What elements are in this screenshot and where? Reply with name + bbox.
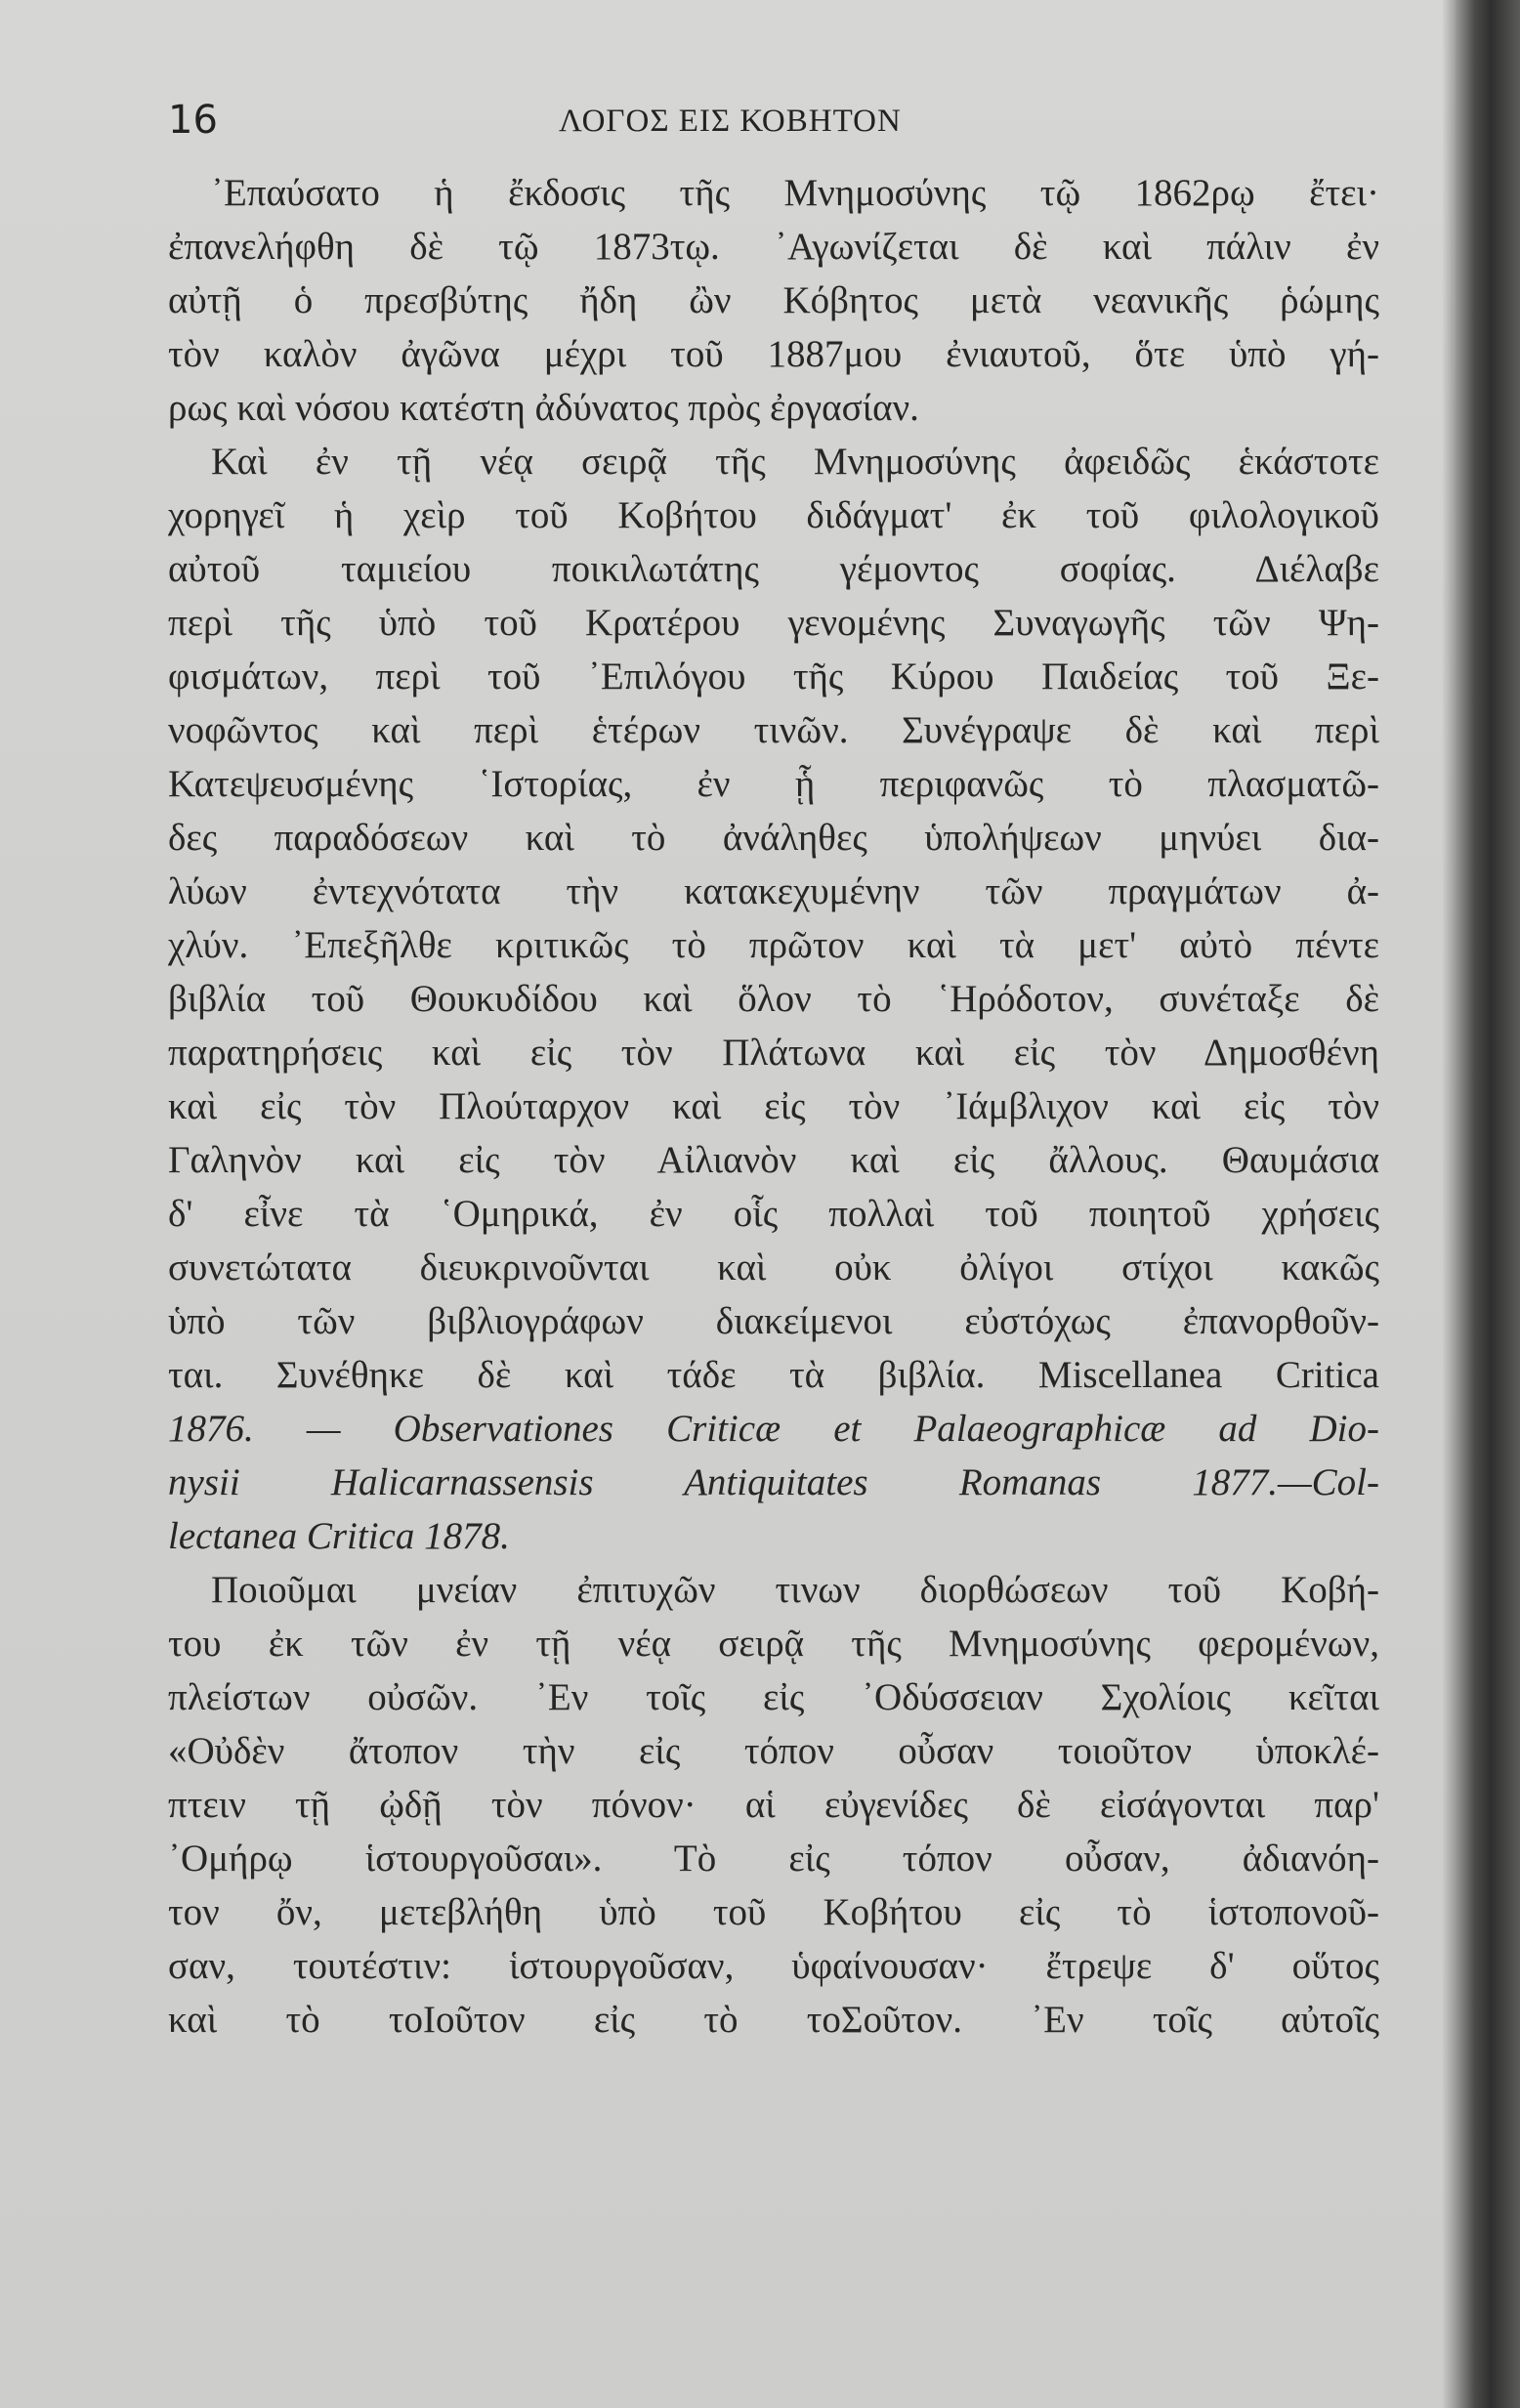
text-line: καὶ εἰς τὸν Πλούταρχον καὶ εἰς τὸν ᾿Ιάμβλιχον καὶ εἰς τὸν bbox=[168, 1085, 1379, 1127]
text-line: αὐτῇ ὁ πρεσβύτης ἤδη ὢν Κόβητος μετὰ νεανικῆς ῥώμης bbox=[168, 279, 1379, 321]
page-header bbox=[168, 98, 1379, 156]
book-spine bbox=[1456, 0, 1520, 2408]
text-line: Καὶ ἐν τῇ νέᾳ σειρᾷ τῆς Μνημοσύνης ἀφειδῶς ἑκάστοτε bbox=[211, 441, 1379, 483]
text-line: δ' εἶνε τὰ ῾Ομηρικά, ἐν οἷς πολλαὶ τοῦ ποιητοῦ χρήσεις bbox=[168, 1193, 1379, 1235]
text-line: συνετώτατα διευκρινοῦνται καὶ οὐκ ὀλίγοι στίχοι κακῶς bbox=[168, 1246, 1379, 1288]
text-line: του ἐκ τῶν ἐν τῇ νέᾳ σειρᾷ τῆς Μνημοσύνης φερομένων, bbox=[168, 1623, 1379, 1665]
text-line: χλύν. ᾿Επεξῆλθε κριτικῶς τὸ πρῶτον καὶ τὰ μετ' αὐτὸ πέντε bbox=[168, 924, 1379, 966]
text-line: βιβλία τοῦ Θουκυδίδου καὶ ὅλον τὸ ῾Ηρόδοτον, συνέταξε δὲ bbox=[168, 978, 1379, 1020]
text-line: δες παραδόσεων καὶ τὸ ἀνάληθες ὑπολήψεων μηνύει δια- bbox=[168, 817, 1379, 859]
text-line: νοφῶντος καὶ περὶ ἑτέρων τινῶν. Συνέγραψε δὲ καὶ περὶ bbox=[168, 709, 1379, 751]
text-line: χορηγεῖ ἡ χεὶρ τοῦ Κοβήτου διδάγματ' ἐκ τοῦ φιλολογικοῦ bbox=[168, 494, 1379, 536]
text-line: πτειν τῇ ᾠδῇ τὸν πόνον· αἱ εὐγενίδες δὲ εἰσάγονται παρ' bbox=[168, 1784, 1379, 1826]
text-line: 1876. — Observationes Criticæ et Palaeographicæ ad Dio- bbox=[168, 1408, 1379, 1450]
text-line: Κατεψευσμένης ῾Ιστορίας, ἐν ᾗ περιφανῶς τὸ πλασματῶ- bbox=[168, 763, 1379, 805]
text-line: σαν, τουτέστιν: ἱστουργοῦσαν, ὑφαίνουσαν· ἔτρεψε δ' οὕτος bbox=[168, 1945, 1379, 1987]
text-line: περὶ τῆς ὑπὸ τοῦ Κρατέρου γενομένης Συναγωγῆς τῶν Ψη- bbox=[168, 602, 1379, 644]
text-line: Ποιοῦμαι μνείαν ἐπιτυχῶν τινων διορθώσεων τοῦ Κοβή- bbox=[211, 1569, 1379, 1611]
text-line: αὐτοῦ ταμιείου ποικιλωτάτης γέμοντος σοφίας. Διέλαβε bbox=[168, 548, 1379, 590]
body-text bbox=[168, 166, 1379, 2047]
text-line: ται. Συνέθηκε δὲ καὶ τάδε τὰ βιβλία. Miscellanea Critica bbox=[168, 1354, 1379, 1396]
text-line: φισμάτων, περὶ τοῦ ᾿Επιλόγου τῆς Κύρου Παιδείας τοῦ Ξε- bbox=[168, 655, 1379, 697]
text-line: nysii Halicarnassensis Antiquitates Romanas 1877.—Col- bbox=[168, 1461, 1379, 1503]
running-head: ΛΟΓΟΣ ΕΙΣ ΚΟΒΗΤΟΝ bbox=[559, 104, 902, 139]
text-line: τον ὄν, μετεβλήθη ὑπὸ τοῦ Κοβήτου εἰς τὸ ἱστοπονοῦ- bbox=[168, 1891, 1379, 1933]
text-line: λύων ἐντεχνότατα τὴν κατακεχυμένην τῶν πραγμάτων ἀ- bbox=[168, 870, 1379, 912]
text-line: καὶ τὸ τοΙοῦτον εἰς τὸ τοΣοῦτον. ᾿Εν τοῖς αὐτοῖς bbox=[168, 1999, 1379, 2041]
text-line: ᾿Ομήρῳ ἱστουργοῦσαι». Τὸ εἰς τόπον οὖσαν, ἀδιανόη- bbox=[168, 1838, 1379, 1880]
text-line: ὑπὸ τῶν βιβλιογράφων διακείμενοι εὐστόχως ἐπανορθοῦν- bbox=[168, 1300, 1379, 1342]
text-line: παρατηρήσεις καὶ εἰς τὸν Πλάτωνα καὶ εἰς τὸν Δημοσθένη bbox=[168, 1032, 1379, 1074]
text-line: τὸν καλὸν ἀγῶνα μέχρι τοῦ 1887μου ἐνιαυτοῦ, ὅτε ὑπὸ γή- bbox=[168, 333, 1379, 375]
text-line: Γαληνὸν καὶ εἰς τὸν Αἰλιανὸν καὶ εἰς ἄλλους. Θαυμάσια bbox=[168, 1139, 1379, 1181]
text-line: ἐπανελήφθη δὲ τῷ 1873τῳ. ᾿Αγωνίζεται δὲ καὶ πάλιν ἐν bbox=[168, 226, 1379, 268]
text-line: ᾿Επαύσατο ἡ ἔκδοσις τῆς Μνημοσύνης τῷ 1862ρῳ ἔτει· bbox=[211, 172, 1379, 214]
page-number: 16 bbox=[168, 98, 218, 143]
text-line: πλείστων οὐσῶν. ᾿Εν τοῖς εἰς ᾿Οδύσσειαν Σχολίοις κεῖται bbox=[168, 1676, 1379, 1718]
text-line: «Οὐδὲν ἄτοπον τὴν εἰς τόπον οὖσαν τοιοῦτον ὑποκλέ- bbox=[168, 1730, 1379, 1772]
text-line: lectanea Critica 1878. bbox=[168, 1515, 510, 1557]
page-gutter-shadow bbox=[1442, 0, 1456, 2408]
text-line: ρως καὶ νόσου κατέστη ἀδύνατος πρὸς ἐργασίαν. bbox=[168, 387, 919, 429]
